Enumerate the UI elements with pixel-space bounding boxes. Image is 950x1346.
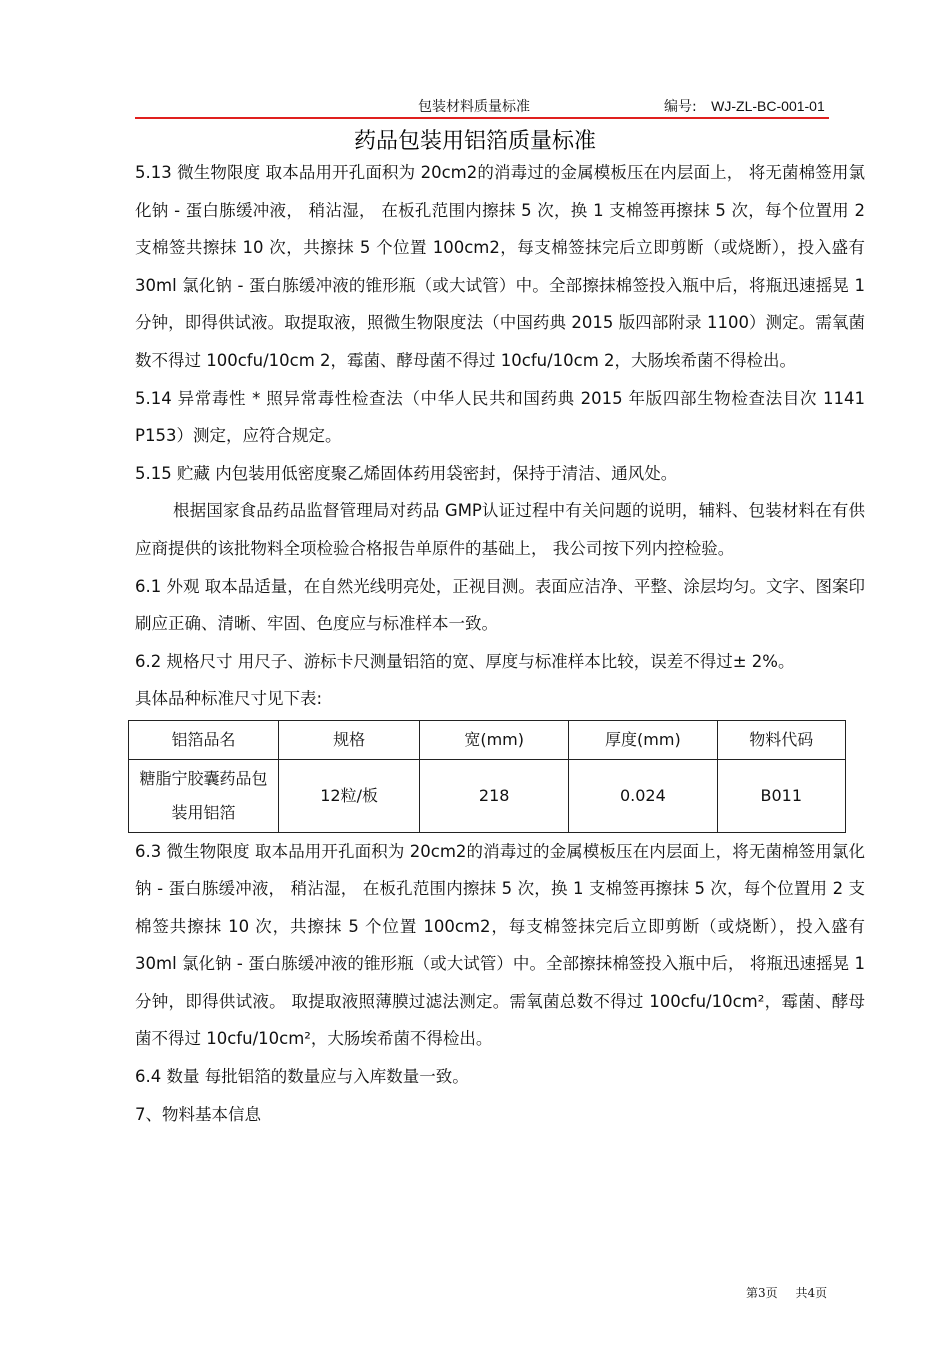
cell-thickness: 0.024: [569, 759, 717, 832]
section-5-14: 5.14 异常毒性 * 照异常毒性检查法（中华人民共和国药典 2015 年版四部生物检查法目次 1141 P153）测定，应符合规定。: [135, 388, 865, 446]
header-spec: 规格: [279, 720, 420, 759]
section-6-1: 6.1 外观 取本品适量，在自然光线明亮处，正视目测。表面应洁净、平整、涂层均匀。文字、图案印刷应正确、清晰、牢固、色度应与标准样本一致。: [135, 576, 865, 634]
cell-name: 糖脂宁胶囊药品包装用铝箔: [129, 759, 279, 832]
page-total: 共4页: [795, 1286, 828, 1300]
document-category: 包装材料质量标准: [418, 99, 530, 115]
header-material-code: 物料代码: [717, 720, 845, 759]
spec-table: [128, 720, 846, 833]
page-footer: [746, 1284, 827, 1301]
table-intro: 具体品种标准尺寸见下表:: [135, 689, 323, 709]
header-thickness: 厚度(mm): [569, 720, 717, 759]
table-header-row: [129, 720, 846, 759]
section-6-4: 6.4 数量 每批铝箔的数量应与入库数量一致。: [135, 1067, 469, 1087]
page-number: 第3页: [746, 1286, 778, 1300]
document-body: [135, 154, 865, 1133]
header-rule: [135, 117, 829, 119]
cell-width: 218: [420, 759, 569, 832]
document-code-value: WJ-ZL-BC-001-01: [711, 98, 825, 114]
section-5-13: 5.13 微生物限度 取本品用开孔面积为 20cm2的消毒过的金属模板压在内层面上， 将无菌棉签用氯化钠 - 蛋白胨缓冲液， 稍沾湿， 在板孔范围内擦抹 5 次，换 1 支棉签再擦抹 5 次，每个位置用 2 支棉签共擦抹 10 次，共擦抹 5 个位置 100cm2，每支棉签抹完后立即剪断（或烧断），投入盛有 30ml 氯化钠 - 蛋白胨缓冲液的锥形瓶（或大试管）中。全部擦抹棉签投入瓶中后，将瓶迅速摇晃 1 分钟，即得供试液。取提取液，照微生物限度法（中国药典 2015 版四部附录 1100）测定。需氧菌数不得过 100cfu/10cm 2，霉菌、酵母菌不得过 10cfu/10cm 2，大肠埃希菌不得检出。: [135, 163, 865, 370]
page-title: 药品包装用铝箔质量标准: [353, 129, 596, 154]
table-row: [129, 759, 846, 832]
section-6-2: 6.2 规格尺寸 用尺子、游标卡尺测量铝箔的宽、厚度与标准样本比较，误差不得过± 2%。: [135, 651, 795, 671]
cell-material-code: B011: [717, 759, 845, 832]
header-name: 铝箔品名: [129, 720, 279, 759]
gmp-note: 根据国家食品药品监督管理局对药品 GMP认证过程中有关问题的说明，辅料、包装材料在有供应商提供的该批物料全项检验合格报告单原件的基础上， 我公司按下列内控检验。: [135, 501, 865, 558]
document-code: [664, 96, 825, 116]
document-code-label: 编号:: [664, 99, 697, 115]
header-width: 宽(mm): [420, 720, 569, 759]
cell-spec: 12粒/板: [279, 759, 420, 832]
section-5-15: 5.15 贮藏 内包装用低密度聚乙烯固体药用袋密封，保持于清洁、通风处。: [135, 463, 678, 483]
section-6-3: 6.3 微生物限度 取本品用开孔面积为 20cm2的消毒过的金属模板压在内层面上，将无菌棉签用氯化钠 - 蛋白胨缓冲液， 稍沾湿， 在板孔范围内擦抹 5 次，换 1 支棉签再擦抹 5 次，每个位置用 2 支棉签共擦抹 10 次，共擦抹 5 个位置 100cm2，每支棉签抹完后立即剪断（或烧断），投入盛有 30ml 氯化钠 - 蛋白胨缓冲液的锥形瓶（或大试管）中。全部擦抹棉签投入瓶中后， 将瓶迅速摇晃 1 分钟，即得供试液。 取提取液照薄膜过滤法测定。需氧菌总数不得过 100cfu/10cm²，霉菌、酵母菌不得过 10cfu/10cm²，大肠埃希菌不得检出。: [135, 841, 865, 1049]
section-7: 7、物料基本信息: [135, 1104, 261, 1124]
